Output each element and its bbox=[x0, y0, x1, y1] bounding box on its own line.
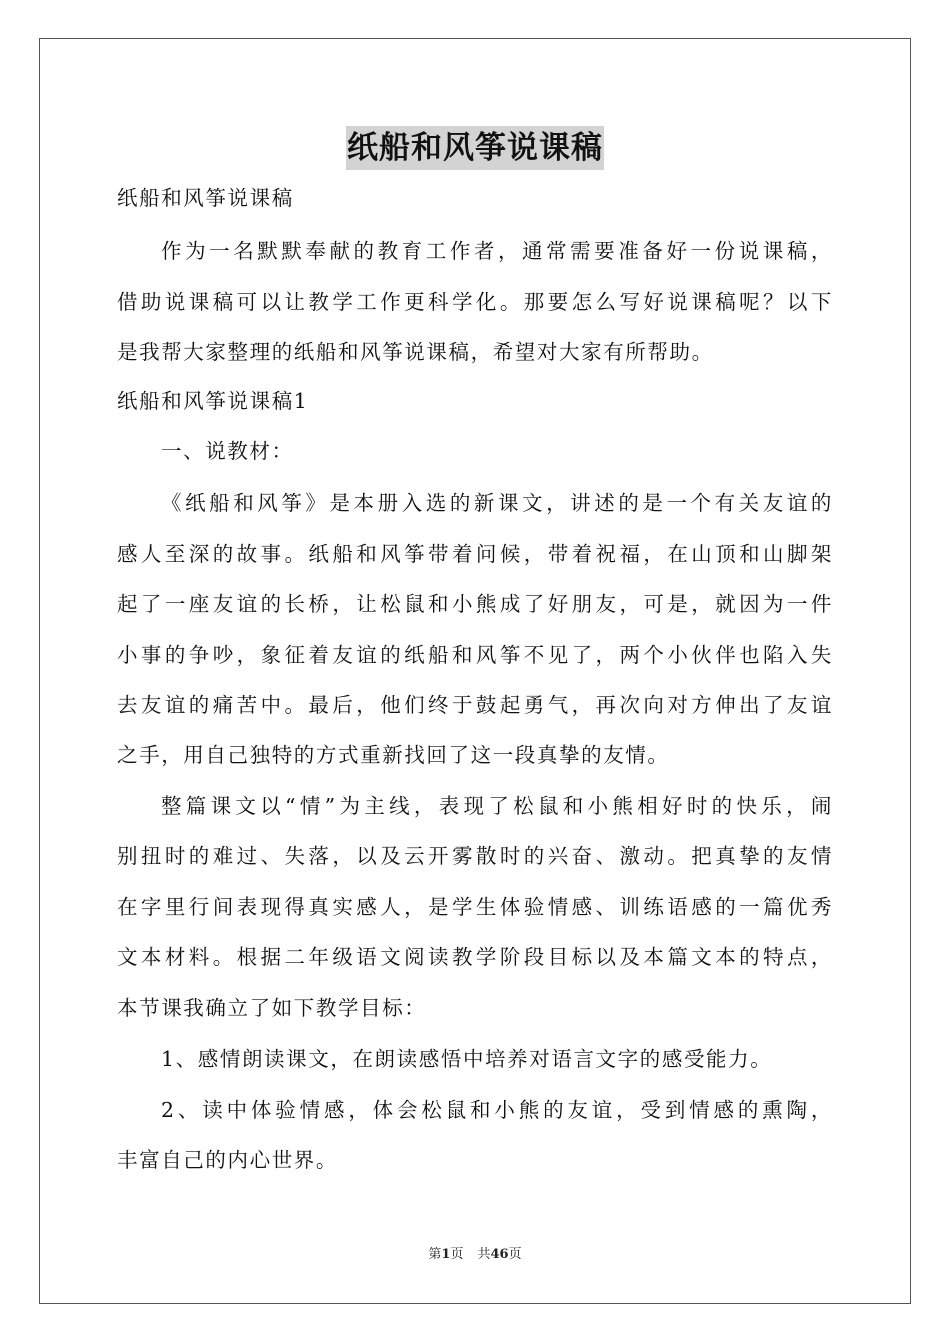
paragraph-line: 别扭时的难过、失落，以及云开雾散时的兴奋、激动。把真挚的友情 bbox=[117, 844, 833, 868]
paragraph-line: 文本材料。根据二年级语文阅读教学阶段目标以及本篇文本的特点， bbox=[117, 945, 833, 969]
paragraph-line: 之手，用自己独特的方式重新找回了这一段真挚的友情。 bbox=[117, 743, 670, 767]
document-title: 纸船和风筝说课稿 bbox=[346, 126, 604, 170]
footer-total-word: 页 bbox=[508, 1247, 522, 1262]
total-page-count: 46 bbox=[490, 1247, 509, 1262]
paragraph-line: 作为一名默默奉献的教育工作者，通常需要准备好一份说课稿， bbox=[161, 239, 833, 263]
paragraph-line: 小事的争吵，象征着友谊的纸船和风筝不见了，两个小伙伴也陷入失 bbox=[117, 643, 833, 667]
page-footer bbox=[0, 1246, 950, 1264]
paragraph-line: 去友谊的痛苦中。最后，他们终于鼓起勇气，再次向对方伸出了友谊 bbox=[117, 693, 833, 717]
subtitle-line: 纸船和风筝说课稿 bbox=[117, 186, 294, 210]
paragraph-line: 是我帮大家整理的纸船和风筝说课稿，希望对大家有所帮助。 bbox=[117, 340, 714, 364]
paragraph-line: 《纸船和风筝》是本册入选的新课文，讲述的是一个有关友谊的 bbox=[161, 491, 833, 515]
current-page-number: 1 bbox=[441, 1247, 451, 1262]
subsection-heading: 一、说教材： bbox=[161, 439, 294, 463]
title-container bbox=[0, 126, 950, 170]
paragraph-line: 丰富自己的内心世界。 bbox=[117, 1148, 338, 1172]
footer-total-prefix: 共 bbox=[477, 1247, 491, 1262]
paragraph-line: 感人至深的故事。纸船和风筝带着问候，带着祝福，在山顶和山脚架 bbox=[117, 542, 833, 566]
footer-prefix: 第 bbox=[428, 1247, 442, 1262]
goal-item: 1、感情朗读课文，在朗读感悟中培养对语言文字的感受能力。 bbox=[161, 1047, 773, 1071]
paragraph-line: 起了一座友谊的长桥，让松鼠和小熊成了好朋友，可是，就因为一件 bbox=[117, 592, 833, 616]
footer-page-word: 页 bbox=[450, 1247, 464, 1262]
paragraph-line: 整篇课文以“情”为主线，表现了松鼠和小熊相好时的快乐，闹 bbox=[161, 794, 833, 818]
goal-item: 2、读中体验情感，体会松鼠和小熊的友谊，受到情感的熏陶， bbox=[161, 1098, 833, 1122]
paragraph-line: 在字里行间表现得真实感人，是学生体验情感、训练语感的一篇优秀 bbox=[117, 895, 833, 919]
section-heading: 纸船和风筝说课稿1 bbox=[117, 389, 309, 413]
paragraph-line: 借助说课稿可以让教学工作更科学化。那要怎么写好说课稿呢？以下 bbox=[117, 290, 833, 314]
paragraph-line: 本节课我确立了如下教学目标： bbox=[117, 996, 427, 1020]
